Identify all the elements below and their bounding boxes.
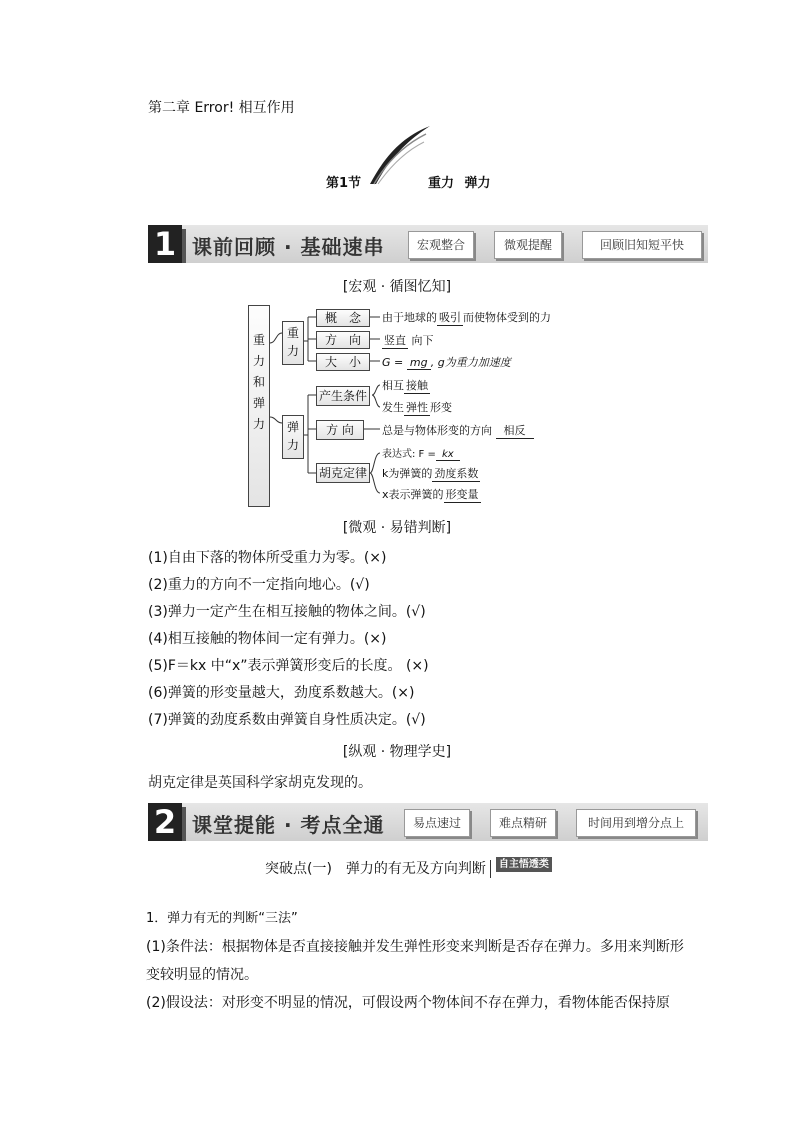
category-badge: 自主悟透类 — [496, 857, 552, 872]
hooke-line-2: k为弹簧的 劲度系数 — [382, 467, 479, 480]
score-points-button[interactable]: 时间用到增分点上 — [576, 809, 696, 837]
answer-blank: 相反 — [496, 422, 534, 439]
banner-number: 1 — [148, 225, 182, 263]
chapter-title: 第二章 Error! 相互作用 — [148, 100, 295, 116]
root-box: 重 力 和 弹 力 — [248, 305, 270, 507]
answer-blank: 形变量 — [445, 488, 479, 501]
body-text — [120, 905, 690, 1017]
judgment-item: (2)重力的方向不一定指向地心。(√) — [148, 577, 370, 593]
body-heading: 1．弹力有无的判断“三法” — [146, 911, 298, 926]
answer-blank: kx — [436, 449, 460, 461]
judgment-item: (4)相互接触的物体间一定有弹力。(×) — [148, 631, 387, 647]
answer-blank: mg — [407, 356, 431, 370]
gravity-magnitude-text: G = mg , g为重力加速度 — [382, 356, 511, 369]
banner-number: 2 — [148, 803, 182, 841]
answer-blank: 弹性 — [406, 401, 428, 414]
hooke-line-1: 表达式: F = kx — [382, 445, 460, 461]
micro-button[interactable]: 微观提醒 — [494, 231, 562, 259]
answer-blank: 吸引 — [439, 311, 461, 324]
hooke-line-3: x表示弹簧的 形变量 — [382, 488, 479, 501]
answer-blank: 劲度系数 — [434, 467, 479, 480]
history-text: 胡克定律是英国科学家胡克发现的。 — [148, 775, 372, 791]
easy-points-button[interactable]: 易点速过 — [404, 809, 470, 837]
breakthrough-title: 突破点(一) 弹力的有无及方向判断 $^{自主悟透类}$ — [265, 858, 552, 878]
banner-review — [148, 225, 708, 263]
hooke-key: 胡克定律 — [316, 463, 370, 483]
elastic-box: 弹 力 — [282, 415, 304, 459]
hard-points-button[interactable]: 难点精研 — [490, 809, 556, 837]
judgment-item: (3)弹力一定产生在相互接触的物体之间。(√) — [148, 604, 426, 620]
history-heading: [纵观 · 物理学史] — [342, 744, 452, 760]
section-number: 第1节 — [326, 176, 362, 191]
banner-title: 课堂提能 · 考点全通 — [192, 813, 385, 837]
condition-key: 产生条件 — [316, 386, 370, 406]
body-paragraph: (2)假设法：对形变不明显的情况，可假设两个物体间不存在弹力，看物体能否保持原 — [146, 995, 670, 1011]
judgment-item: (7)弹簧的劲度系数由弹簧自身性质决定。(√) — [148, 712, 426, 728]
gravity-concept-key: 概 念 — [316, 309, 370, 327]
gravity-concept-text: 由于地球的 吸引 而使物体受到的力 — [382, 311, 551, 324]
judgment-item: (6)弹簧的形变量越大，劲度系数越大。(×) — [148, 685, 415, 701]
macro-heading: [宏观 · 循图忆知] — [342, 279, 452, 295]
answer-blank: 接触 — [406, 379, 428, 392]
concept-map — [248, 305, 588, 505]
gravity-direction-key: 方 向 — [316, 331, 370, 349]
answer-blank: 竖直 — [384, 334, 406, 347]
judgment-item: (5)F＝kx 中“x”表示弹簧形变后的长度。 (×) — [148, 658, 429, 674]
gravity-magnitude-key: 大 小 — [316, 353, 370, 371]
condition-line-1: 相互 接触 — [382, 379, 428, 392]
gravity-direction-text: 竖直 向下 — [384, 334, 434, 347]
review-button[interactable]: 回顾旧知短平快 — [582, 231, 702, 259]
section-title: 重力 弹力 — [428, 176, 491, 191]
elastic-direction-key: 方 向 — [316, 420, 364, 440]
gravity-box: 重 力 — [282, 321, 304, 365]
swoosh-decoration-icon — [368, 124, 432, 186]
elastic-direction-text: 总是与物体形变的方向 相反 — [382, 422, 534, 439]
banner-class — [148, 803, 708, 841]
macro-button[interactable]: 宏观整合 — [408, 231, 474, 259]
micro-heading: [微观 · 易错判断] — [342, 520, 452, 536]
body-paragraph: (1)条件法：根据物体是否直接接触并发生弹性形变来判断是否存在弹力。多用来判断形变较明显的情况。 — [146, 939, 684, 983]
judgment-item: (1)自由下落的物体所受重力为零。(×) — [148, 550, 387, 566]
condition-line-2: 发生 弹性 形变 — [382, 401, 452, 414]
banner-title: 课前回顾 · 基础速串 — [192, 235, 385, 259]
